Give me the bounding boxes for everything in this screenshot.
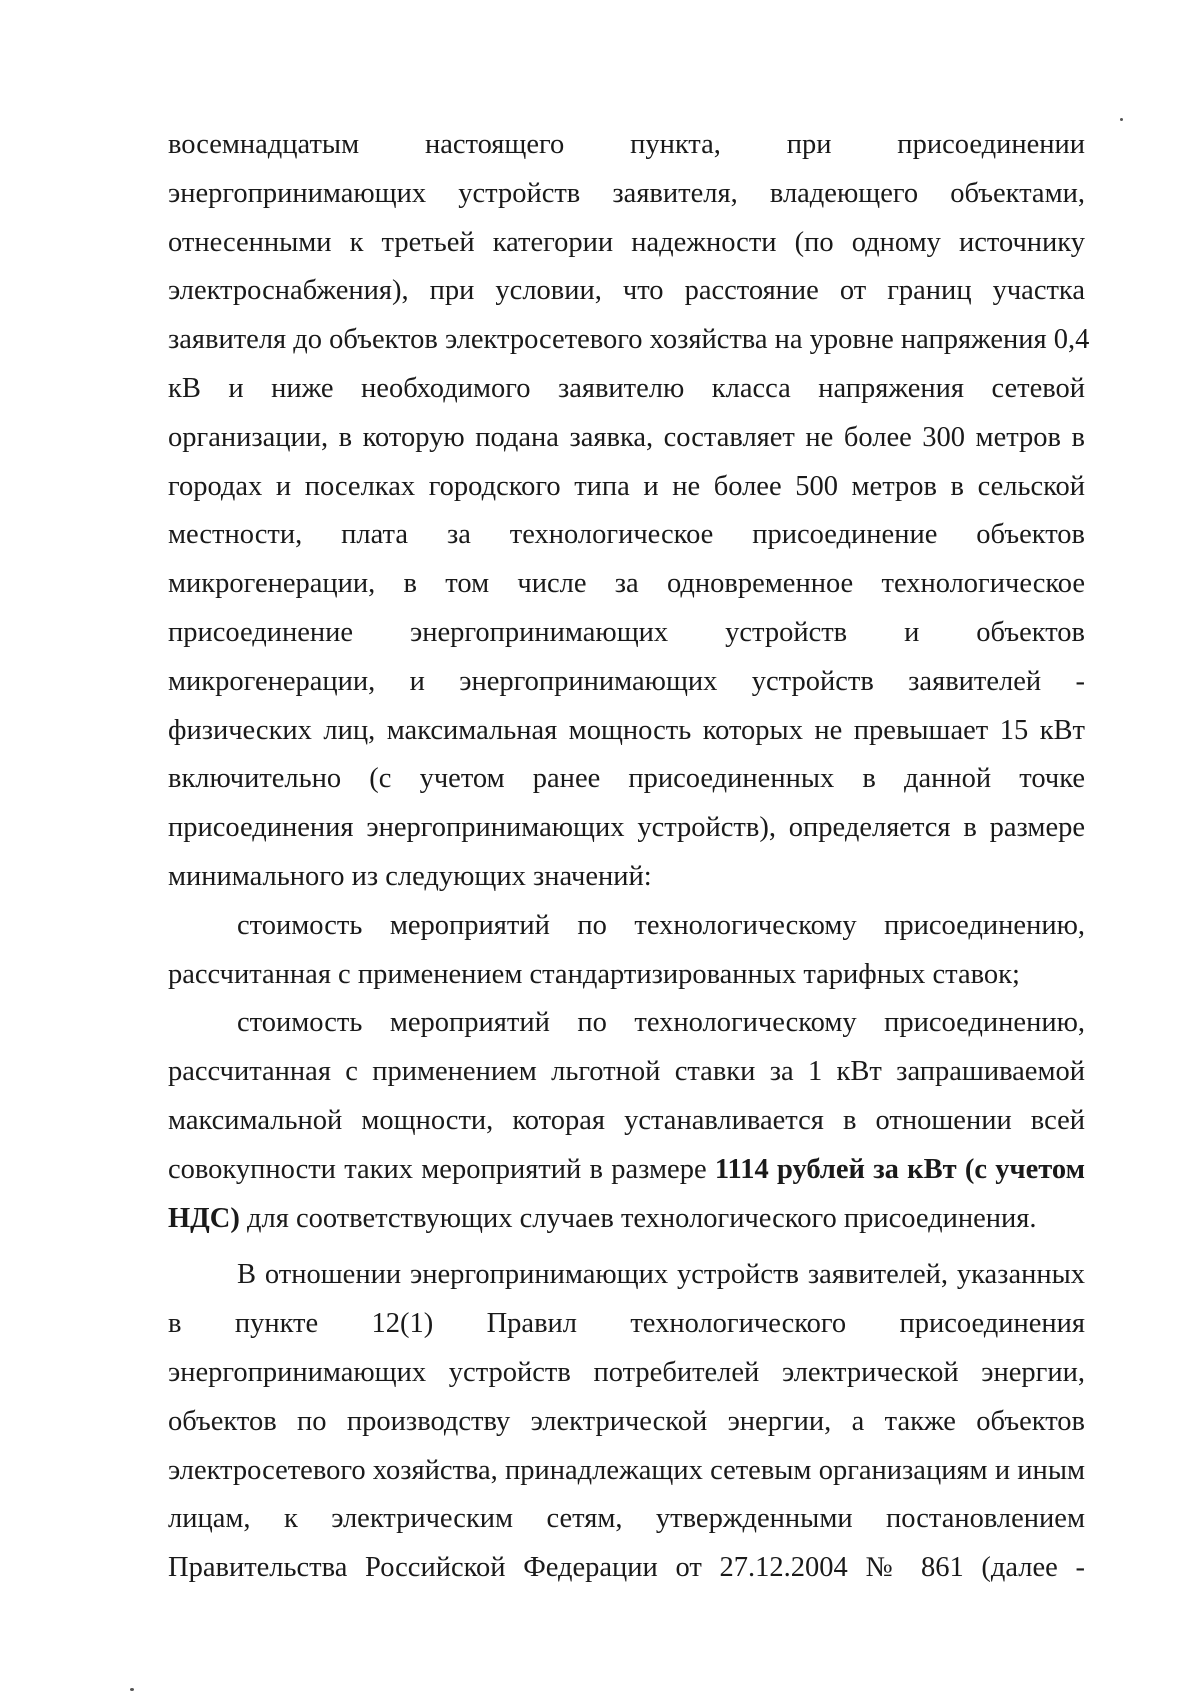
text-segment: совокупности таких мероприятий в размере — [168, 1153, 715, 1185]
text-line: физических лиц, максимальная мощность которых не превышает 15 кВт — [168, 714, 1085, 746]
text-line-with-bold — [168, 1195, 1085, 1244]
paragraph-3 — [168, 999, 1085, 1243]
text-line: электросетевого хозяйства, принадлежащих сетевым организациям и иным — [168, 1454, 1085, 1486]
text-line: в пункте 12(1) Правил технологического присоединения — [168, 1308, 1085, 1340]
text-line: микрогенерации, в том числе за одновременное технологическое — [168, 568, 1085, 600]
bold-rate-amount: 1114 рублей за кВт (с учетом — [714, 1153, 1086, 1185]
text-line: микрогенерации, и энергопринимающих устройств заявителей - — [168, 665, 1085, 697]
paragraph-1 — [168, 121, 1090, 902]
text-line: рассчитанная с применением стандартизированных тарифных ставок; — [168, 958, 1020, 990]
text-line: включительно (с учетом ранее присоединенных в данной точке — [168, 763, 1085, 795]
text-segment: для соответствующих случаев технологического присоединения. — [239, 1202, 1037, 1234]
paragraph-gap — [168, 1243, 1085, 1251]
paragraph-4 — [168, 1251, 1085, 1593]
scan-speck — [1120, 118, 1123, 121]
text-line: электроснабжения), при условии, что расстояние от границ участка — [168, 275, 1085, 307]
text-line: стоимость мероприятий по технологическому присоединению, — [237, 909, 1085, 941]
paragraph-2 — [168, 902, 1085, 1000]
text-line: отнесенными к третьей категории надежности (по одному источнику — [168, 226, 1085, 258]
text-line: В отношении энергопринимающих устройств заявителей, указанных — [237, 1259, 1085, 1291]
text-line: организации, в которую подана заявка, составляет не более 300 метров в — [168, 421, 1085, 453]
text-line: Правительства Российской Федерации от 27.12.2004 № 861 (далее - — [168, 1552, 1085, 1584]
text-line: присоединение энергопринимающих устройств и объектов — [168, 616, 1085, 648]
text-line: присоединения энергопринимающих устройств), определяется в размере — [168, 812, 1085, 844]
text-line: энергопринимающих устройств потребителей электрической энергии, — [168, 1356, 1085, 1388]
text-line: лицам, к электрическим сетям, утвержденными постановлением — [168, 1503, 1085, 1535]
text-line: заявителя до объектов электросетевого хозяйства на уровне напряжения 0,4 — [168, 324, 1090, 356]
text-line: восемнадцатым настоящего пункта, при присоединении — [168, 129, 1085, 160]
text-line: максимальной мощности, которая устанавливается в отношении всей — [168, 1104, 1085, 1136]
text-line: кВ и ниже необходимого заявителю класса напряжения сетевой — [168, 372, 1085, 404]
document-body — [168, 121, 1090, 1593]
text-line-with-bold — [168, 1146, 1085, 1195]
text-line: рассчитанная с применением льготной ставки за 1 кВт запрашиваемой — [168, 1056, 1085, 1088]
text-line: местности, плата за технологическое присоединение объектов — [168, 519, 1085, 551]
scan-speck — [130, 1688, 134, 1691]
text-line: минимального из следующих значений: — [168, 860, 652, 892]
text-line: городах и поселках городского типа и не более 500 метров в сельской — [168, 470, 1085, 502]
text-line: стоимость мероприятий по технологическому присоединению, — [237, 1007, 1085, 1039]
text-line: объектов по производству электрической энергии, а также объектов — [168, 1405, 1085, 1437]
text-line: энергопринимающих устройств заявителя, владеющего объектами, — [168, 177, 1085, 209]
bold-vat-note: НДС) — [168, 1202, 240, 1234]
